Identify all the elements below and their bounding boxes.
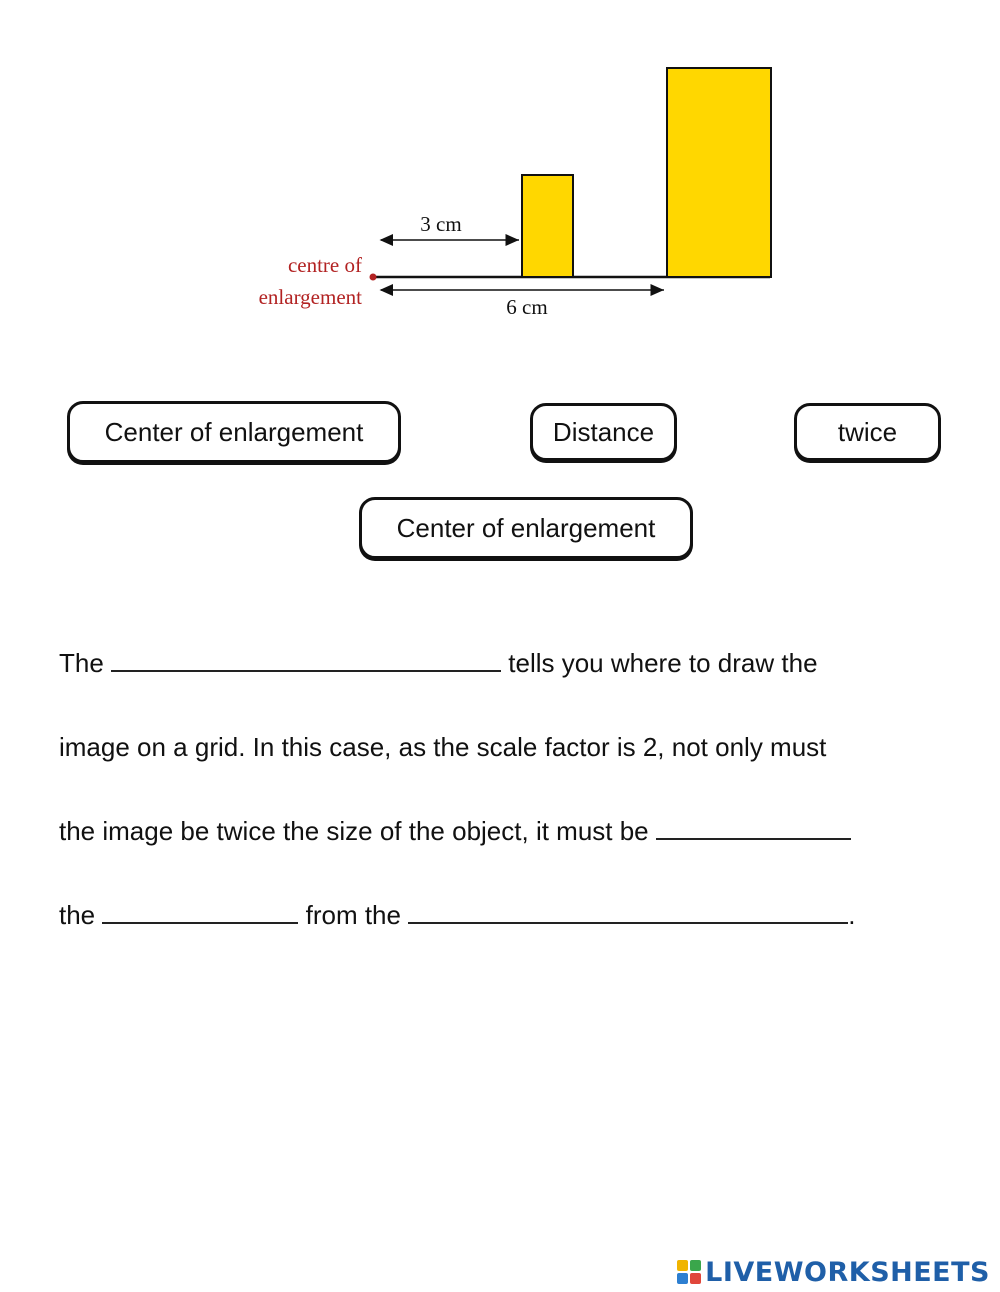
word-card-center-of-enlargement-2[interactable]: Center of enlargement <box>359 497 693 559</box>
sentence-line-2 <box>59 732 826 763</box>
line4-start: the <box>59 900 103 930</box>
line3-start: the image be twice the size of the object, it must be <box>59 816 656 846</box>
blank-2[interactable] <box>656 816 851 840</box>
sentence-line-1 <box>59 648 818 679</box>
centre-label-line1: centre of <box>287 253 362 277</box>
centre-label-line2: enlargement <box>258 285 362 309</box>
logo-mark-icon <box>677 1260 701 1284</box>
label-3cm: 3 cm <box>420 212 462 236</box>
line1-end: tells you where to draw the <box>501 648 818 678</box>
label-6cm: 6 cm <box>506 295 548 319</box>
logo-text: LIVEWORKSHEETS <box>705 1256 990 1288</box>
line2-text: image on a grid. In this case, as the scale factor is 2, not only must <box>59 732 827 762</box>
sentence-line-3 <box>59 816 851 847</box>
line1-start: The <box>59 648 112 678</box>
blank-1[interactable] <box>111 648 501 672</box>
blank-3[interactable] <box>102 900 298 924</box>
enlargement-diagram <box>0 0 1000 340</box>
line4-end: . <box>848 900 856 930</box>
word-card-center-of-enlargement[interactable]: Center of enlargement <box>67 401 401 463</box>
centre-point <box>370 274 377 281</box>
sentence-line-4 <box>59 900 855 931</box>
liveworksheets-logo <box>677 1252 990 1292</box>
object-rectangle <box>522 175 573 277</box>
blank-4[interactable] <box>408 900 848 924</box>
word-card-distance[interactable]: Distance <box>530 403 677 461</box>
word-card-twice[interactable]: twice <box>794 403 941 461</box>
line4-middle: from the <box>298 900 409 930</box>
image-rectangle <box>667 68 771 277</box>
